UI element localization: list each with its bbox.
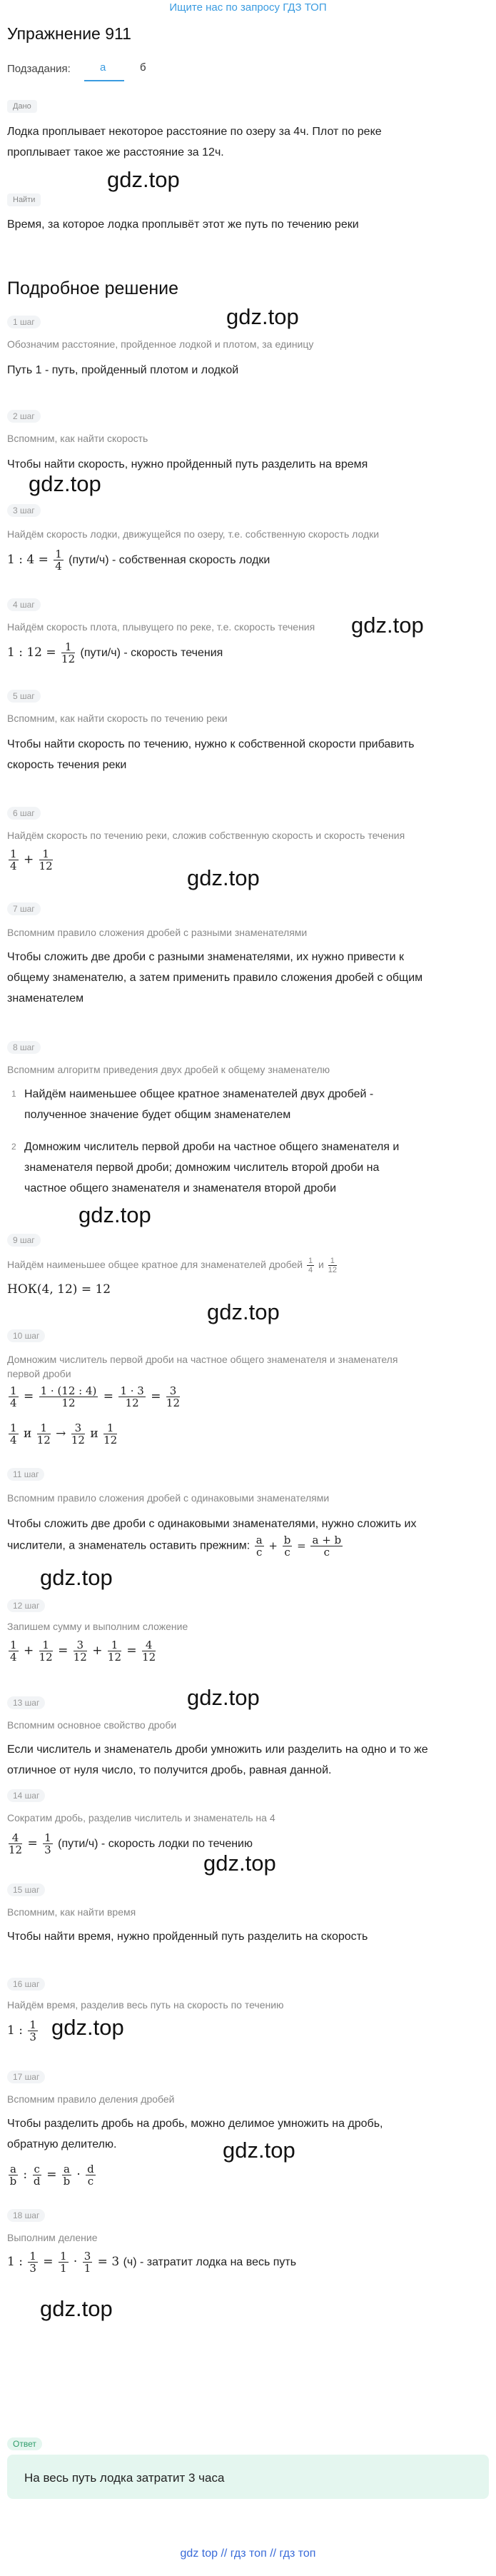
math-formula: $\frac{1}{4}$ и $\frac{1}{12}$ → $\frac{3}{12}$ и $\frac{1}{12}$ [10,1422,118,1447]
top-banner-link[interactable]: Ищите нас по запросу ГДЗ ТОП [169,1,327,14]
math-formula: 1 : $\frac{1}{3}$ = $\frac{1}{1}$ · $\frac{3}{1}$ = 3 (ч) - затратит лодка на весь путь [7,2250,297,2275]
step-label: 14 шаг [7,1789,45,1802]
watermark: gdz.top [226,304,299,329]
step-label: 13 шаг [7,1696,45,1709]
step-desc: Запишем сумму и выполним сложение [7,1621,188,1632]
step-desc: Вспомним, как найти скорость по течению реки [7,713,228,724]
watermark: gdz.top [223,2138,295,2163]
step-label: 18 шаг [7,2209,45,2222]
watermark: gdz.top [40,2296,113,2321]
answer-label: Ответ [7,2437,42,2450]
step-desc: Вспомним правило сложения дробей с одинаковыми знаменателями [7,1492,330,1504]
watermark: gdz.top [51,2015,124,2040]
step-label: 10 шаг [7,1329,45,1342]
step-desc: Вспомним, как найти скорость [7,433,148,444]
step-text: Чтобы найти скорость, нужно пройденный путь разделить на время [7,458,368,471]
step-text: Чтобы найти время, нужно пройденный путь разделить на скорость [7,1931,368,1943]
step-label: 3 шаг [7,504,41,517]
footer-links[interactable]: gdz top // гдз топ // гдз топ [180,2547,316,2560]
step-label: 7 шаг [7,902,41,915]
step-desc: Домножим числитель первой дроби на частное общего знаменателя и знаменателя первой дроби [7,1354,398,1379]
answer-text: На весь путь лодка затратит 3 часа [24,2471,225,2485]
step-desc: Вспомним, как найти время [7,1906,136,1918]
step-desc: Найдём наименьшее общее кратное для знаменателей дробей $\frac{1}{4}$ и $\frac{1}{12}$ [7,1257,337,1274]
math-formula: $\frac{a}{b}$ : $\frac{c}{d}$ = $\frac{a}{b}$ · $\frac{d}{c}$ [9,2163,94,2188]
math-formula: 1 : 4 = $\frac{1}{4}$ (пути/ч) - собственная скорость лодки [7,548,270,573]
step-desc: Вспомним основное свойство дроби [7,1719,177,1731]
list-item: 2 Домножим числитель первой дроби на частное общего знаменателя и знаменателя первой дроби; домножим числитель второй дроби на частное общего знаменателя и знаменателя второй дроби [11,1141,400,1194]
step-label: 16 шаг [7,1978,45,1991]
watermark: gdz.top [29,471,101,496]
step-desc: Вспомним правило сложения дробей с разными знаменателями [7,927,308,938]
step-desc: Выполним деление [7,2232,98,2243]
step-desc: Найдём скорость плота, плывущего по реке, т.е. скорость течения [7,621,315,633]
find-text: Время, за которое лодка проплывёт этот же путь по течению реки [7,218,359,231]
step-label: 15 шаг [7,1883,45,1896]
math-formula: 1 : $\frac{1}{3}$ [7,2018,36,2043]
math-formula: $\frac{1}{4}$ + $\frac{1}{12}$ [10,847,53,872]
math-formula: $\frac{1}{4}$ + $\frac{1}{12}$ = $\frac{3}{12}$ + $\frac{1}{12}$ = $\frac{4}{12}$ [10,1639,156,1664]
step-label: 6 шаг [7,807,41,820]
find-label: Найти [7,193,41,206]
step-desc: Обозначим расстояние, пройденное лодкой и плотом, за единицу [7,338,314,350]
active-tab-indicator [84,80,124,81]
math-formula: $\frac{4}{12}$ = $\frac{1}{3}$ (пути/ч) - скорость лодки по течению [9,1831,253,1856]
tab-a[interactable]: а [100,61,106,74]
math-formula: 1 : 12 = $\frac{1}{12}$ (пути/ч) - скорость течения [7,640,223,665]
step-desc: Вспомним правило деления дробей [7,2093,175,2105]
step-label: 12 шаг [7,1599,45,1612]
step-desc: Найдём скорость лодки, движущейся по озеру, т.е. собственную скорость лодки [7,528,380,540]
watermark: gdz.top [79,1202,151,1227]
list-item: 1 Найдём наименьшее общее кратное знаменателей двух дробей - полученное значение будет общим знаменателем [11,1088,374,1121]
watermark: gdz.top [187,1685,260,1710]
step-label: 17 шаг [7,2071,45,2083]
step-text: Если числитель и знаменатель дроби умножить или разделить на одно и то же отличное от нуля число, то получится дробь, равная данной. [7,1744,428,1776]
step-text: Чтобы найти скорость по течению, нужно к собственной скорости прибавить скорость течения реки [7,738,415,771]
step-label: 8 шаг [7,1041,41,1054]
watermark: gdz.top [40,1565,113,1590]
given-label: Дано [7,100,37,113]
step-desc: Найдём скорость по течению реки, сложив собственную скорость и скорость течения [7,830,405,841]
step-label: 1 шаг [7,316,41,328]
step-label: 4 шаг [7,598,41,611]
step-desc: Найдём время, разделив весь путь на скорость по течению [7,1999,284,2011]
step-desc: Сократим дробь, разделив числитель и знаменатель на 4 [7,1812,275,1823]
step-label: 11 шаг [7,1468,44,1481]
solution-title: Подробное решение [7,278,179,298]
math-formula: $\frac{1}{4}$ = $\frac{1 \cdot (12 : 4)}{12}$ = $\frac{1 \cdot 3}{12}$ = $\frac{3}{12}$ [10,1384,181,1409]
step-text: Путь 1 - путь, пройденный плотом и лодкой [7,364,239,376]
math-formula: НОК(4, 12) = 12 [7,1282,111,1297]
step-desc: Вспомним алгоритм приведения двух дробей к общему знаменателю [7,1064,330,1075]
watermark: gdz.top [203,1851,276,1876]
step-label: 2 шаг [7,410,41,423]
tasks-label: Подзадания: [7,63,71,75]
given-text: Лодка проплывает некоторое расстояние по озеру за 4ч. Плот по реке проплывает такое же расстояние за 12ч. [7,126,382,159]
watermark: gdz.top [107,167,180,192]
tab-b[interactable]: б [140,61,146,74]
page-title: Упражнение 911 [7,24,131,43]
watermark: gdz.top [351,613,424,638]
step-label: 9 шаг [7,1234,41,1247]
step-text: Чтобы разделить дробь на дробь, можно делимое умножить на дробь, обратную делителю. [7,2118,383,2150]
watermark: gdz.top [207,1299,280,1324]
step-text: Чтобы сложить две дроби с разными знаменателями, их нужно привести к общему знаменателю, а затем применить правило сложения дробей с общим знаменателем [7,951,423,1005]
step-label: 5 шаг [7,690,41,703]
step-text: Чтобы сложить две дроби с одинаковыми знаменателями, нужно сложить их числители, а знаменатель оставить прежним: $\frac{a}{c}$ + $\frac{b}{c}$ = $\frac{a + b}{c}$ [7,1518,417,1559]
watermark: gdz.top [187,865,260,890]
